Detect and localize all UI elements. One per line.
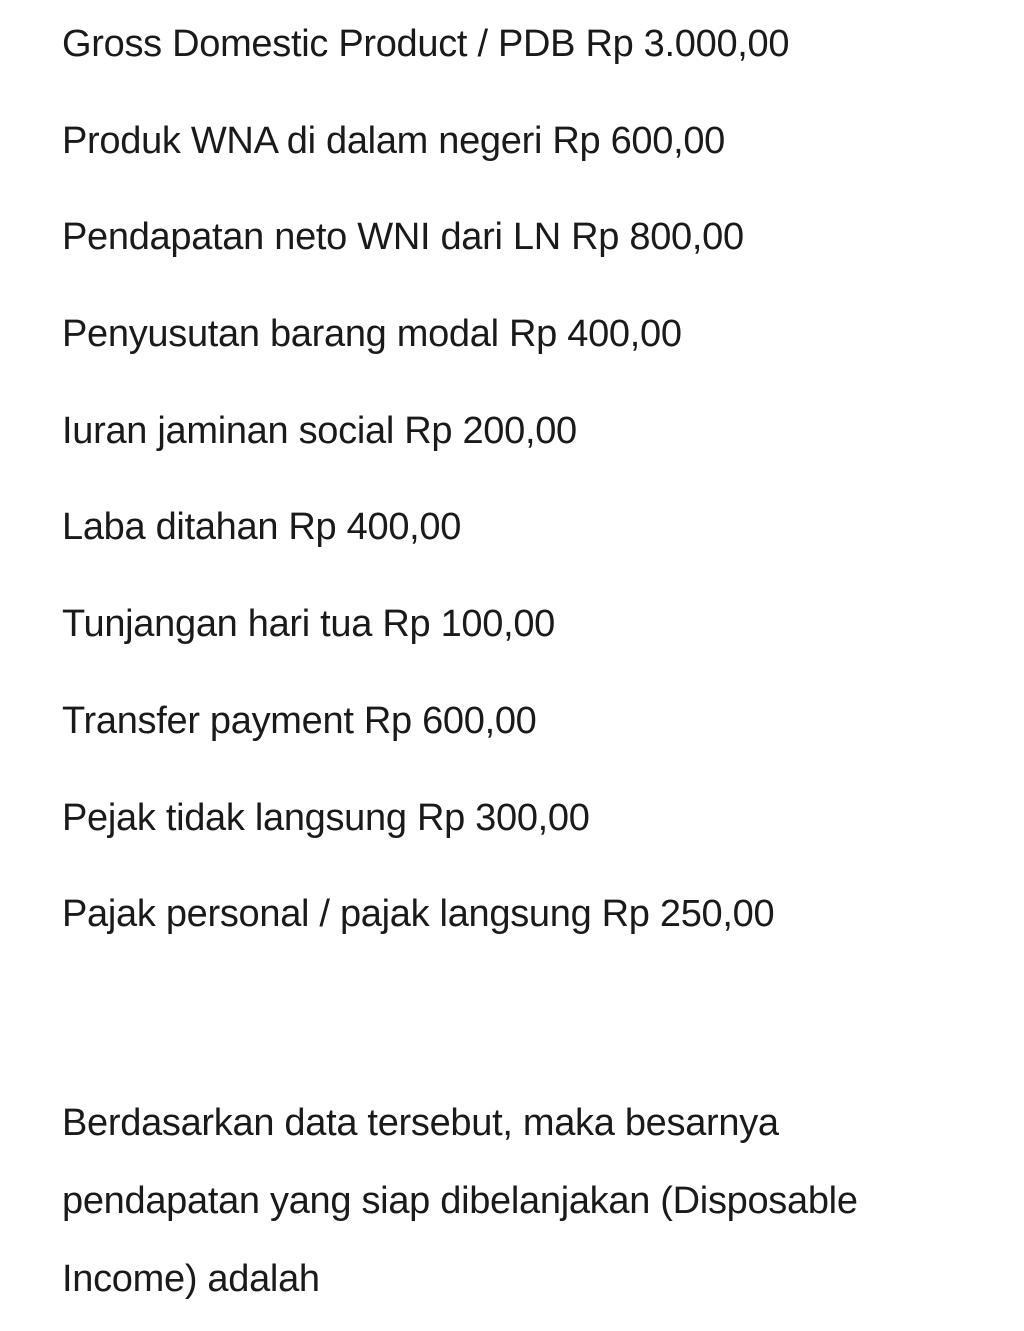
list-item: Penyusutan barang modal Rp 400,00 (62, 313, 682, 356)
list-item: Gross Domestic Product / PDB Rp 3.000,00 (62, 23, 790, 65)
data-list (62, 22, 1002, 989)
list-item: Produk WNA di dalam negeri Rp 600,00 (62, 119, 726, 162)
list-item: Laba ditahan Rp 400,00 (62, 506, 462, 549)
list-item: Iuran jaminan social Rp 200,00 (62, 409, 577, 452)
list-item: Tunjangan hari tua Rp 100,00 (62, 603, 556, 646)
question-text: Berdasarkan data tersebut, maka besarnya pendapatan yang siap dibelanjakan (Disposable Income) adalah (62, 1102, 858, 1300)
list-item: Pendapatan neto WNI dari LN Rp 800,00 (62, 216, 744, 259)
list-item: Transfer payment Rp 600,00 (62, 699, 537, 742)
list-item: Pejak tidak langsung Rp 300,00 (62, 796, 590, 839)
list-item: Pajak personal / pajak langsung Rp 250,00 (62, 893, 775, 936)
